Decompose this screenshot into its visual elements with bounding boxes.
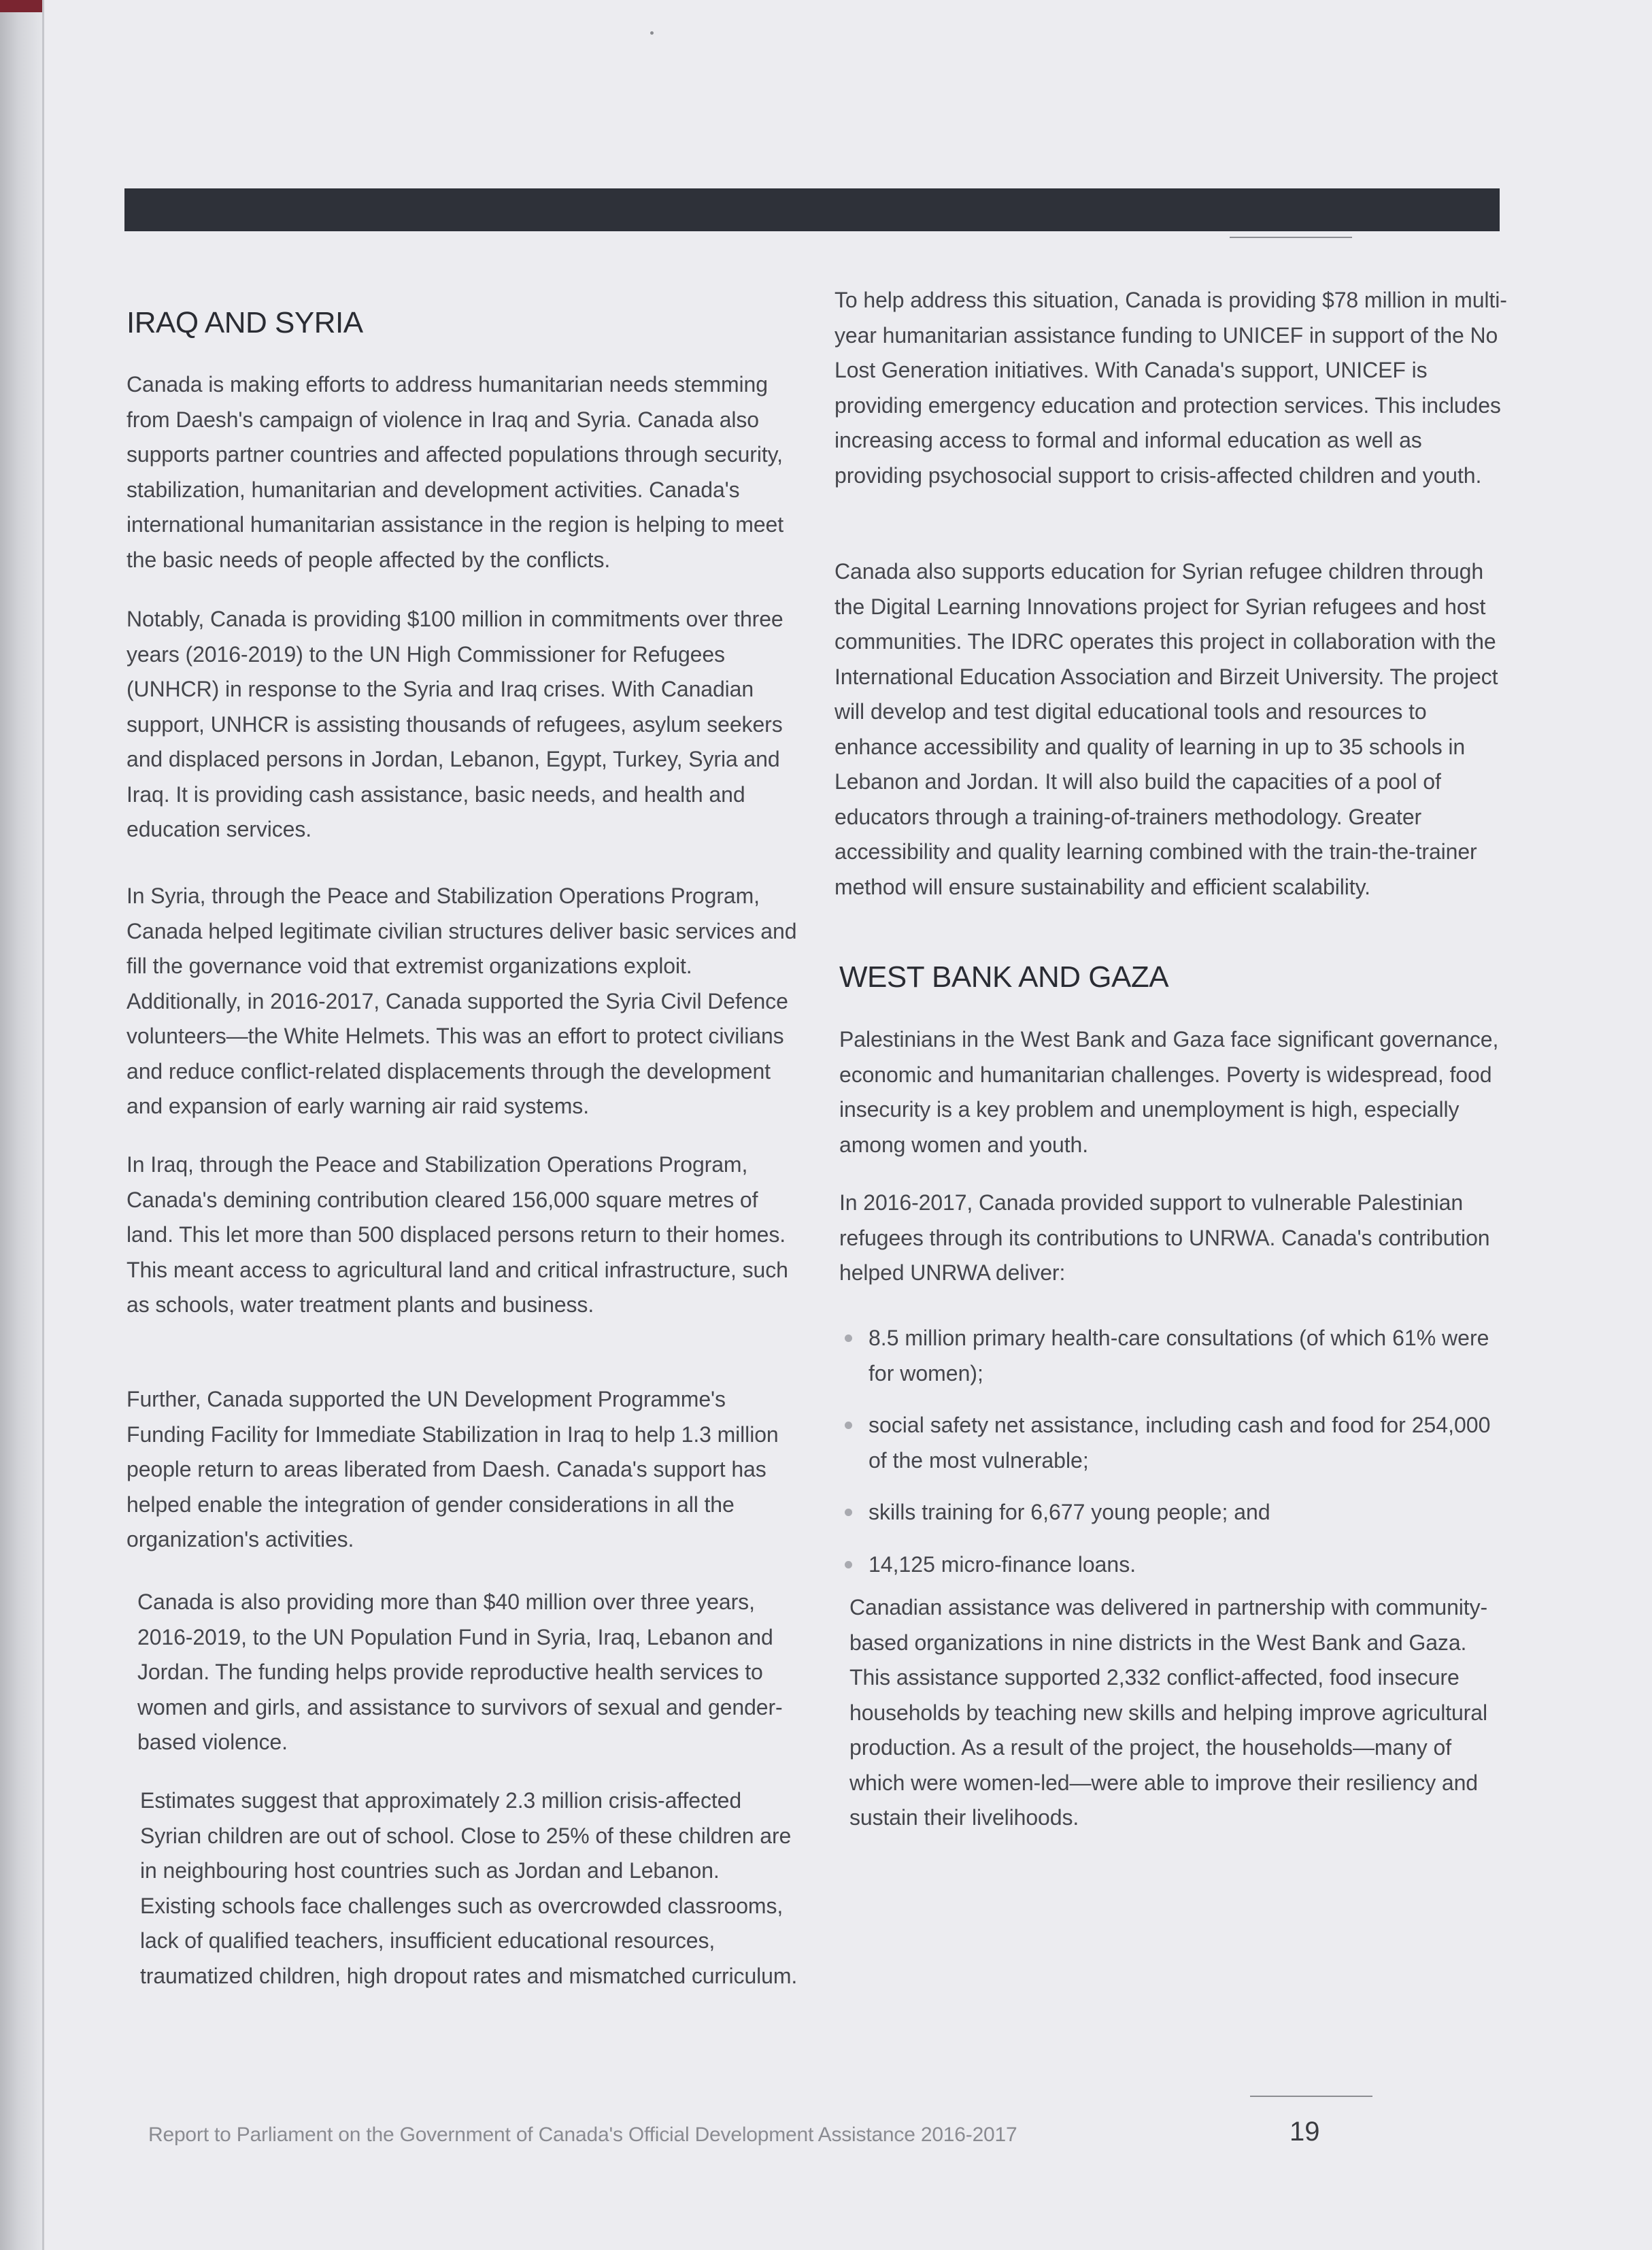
list-item <box>842 1408 1509 1478</box>
header-rule <box>1230 237 1352 238</box>
list-item-text: 8.5 million primary health-care consultations (of which 61% were for women); <box>869 1326 1489 1386</box>
paragraph: In 2016-2017, Canada provided support to vulnerable Palestinian refugees through its contributions to UNRWA. Canada's contribution helped UNRWA deliver: <box>839 1190 1490 1285</box>
bullet-icon <box>845 1422 852 1429</box>
paragraph: In Iraq, through the Peace and Stabilization Operations Program, Canada's demining contribution cleared 156,000 square metres of land. This let more than 500 displaced persons return to their homes. This meant access to agricultural land and critical infrastructure, such as schools, water treatment plants and business. <box>127 1152 788 1317</box>
spine-edge <box>42 0 44 2250</box>
list-item-text: 14,125 micro-finance loans. <box>869 1551 1136 1577</box>
cover-edge-accent <box>0 0 42 12</box>
paragraph: Canada also supports education for Syrian refugee children through the Digital Learning Innovations project for Syrian refugees and host communities. The IDRC operates this project in collaboration with the International Education Association and Birzeit University. The project will develop and test digital educational tools and resources to enhance accessibility and quality of learning in up to 35 schools in Lebanon and Jordan. It will also build the capacities of a pool of educators through a training-of-trainers methodology. Greater accessibility and quality learning combined with the train-the-trainer method will ensure sustainability and efficient scalability. <box>835 559 1498 899</box>
page-number: 19 <box>1289 2117 1320 2147</box>
paragraph: Palestinians in the West Bank and Gaza face significant governance, economic and humanitarian challenges. Poverty is widespread, food insecurity is a key problem and unemployment is high, especially among women and youth. <box>839 1027 1499 1157</box>
list-item <box>842 1495 1509 1530</box>
bullet-icon <box>845 1561 852 1568</box>
paragraph: Canada is also providing more than $40 million over three years, 2016-2019, to the UN Population Fund in Syria, Iraq, Lebanon and Jordan. The funding helps provide reproductive health services to women and girls, and assistance to survivors of sexual and gender-based violence. <box>137 1590 783 1754</box>
paragraph: Further, Canada supported the UN Development Programme's Funding Facility for Immediate Stabilization in Iraq to help 1.3 million people return to areas liberated from Daesh. Canada's support has helped enable the integration of gender considerations in all the organization's activities. <box>127 1387 779 1551</box>
list-item-text: social safety net assistance, including cash and food for 254,000 of the most vulnerable; <box>869 1413 1491 1473</box>
section-title-west-bank-gaza: WEST BANK AND GAZA <box>839 960 1169 994</box>
print-speck <box>650 31 654 35</box>
paragraph: Estimates suggest that approximately 2.3 million crisis-affected Syrian children are out of school. Close to 25% of these children are in neighbouring host countries such as Jordan and Lebanon. Existing schools face challenges such as overcrowded classrooms, lack of qualified teachers, insufficient educational resources, traumatized children, high dropout rates and mismatched curriculum. <box>140 1788 798 1988</box>
paragraph: To help address this situation, Canada is providing $78 million in multi-year humanitarian assistance funding to UNICEF in support of the No Lost Generation initiatives. With Canada's support, UNICEF is providing emergency education and protection services. This includes increasing access to formal and informal education as well as providing psychosocial support to crisis-affected children and youth. <box>835 288 1507 488</box>
header-bar <box>124 188 1500 231</box>
bullet-icon <box>845 1509 852 1516</box>
paragraph: Notably, Canada is providing $100 million in commitments over three years (2016-2019) to the UN High Commissioner for Refugees (UNHCR) in response to the Syria and Iraq crises. With Canadian support, UNHCR is assisting thousands of refugees, asylum seekers and displaced persons in Jordan, Lebanon, Egypt, Turkey, Syria and Iraq. It is providing cash assistance, basic needs, and health and education services. <box>127 607 783 841</box>
bullet-icon <box>845 1334 852 1342</box>
list-item <box>842 1321 1509 1391</box>
footer-rule <box>1250 2096 1372 2097</box>
bullet-list <box>842 1321 1509 1599</box>
paragraph: Canada is making efforts to address humanitarian needs stemming from Daesh's campaign of violence in Iraq and Syria. Canada also supports partner countries and affected populations through security, stabilization, humanitarian and development activities. Canada's international humanitarian assistance in the region is helping to meet the basic needs of people affected by the conflicts. <box>127 372 784 572</box>
footer-report-title: Report to Parliament on the Government of Canada's Official Development Assistance 2016-2017 <box>148 2123 1017 2146</box>
paragraph: Canadian assistance was delivered in partnership with community-based organizations in nine districts in the West Bank and Gaza. This assistance supported 2,332 conflict-affected, food insecure households by teaching new skills and helping improve agricultural production. As a result of the project, the households—many of which were women-led—were able to improve their resiliency and sustain their livelihoods. <box>849 1595 1488 1830</box>
list-item-text: skills training for 6,677 young people; and <box>869 1500 1270 1524</box>
list-item <box>842 1547 1509 1583</box>
paragraph: In Syria, through the Peace and Stabilization Operations Program, Canada helped legitimate civilian structures deliver basic services and fill the governance void that extremist organizations exploit. Additionally, in 2016-2017, Canada supported the Syria Civil Defence volunteers—the White Helmets. This was an effort to protect civilians and reduce conflict-related displacements through the development and expansion of early warning air raid systems. <box>127 884 797 1118</box>
book-spine-shadow <box>0 0 42 2250</box>
section-title-iraq-syria: IRAQ AND SYRIA <box>127 306 363 339</box>
